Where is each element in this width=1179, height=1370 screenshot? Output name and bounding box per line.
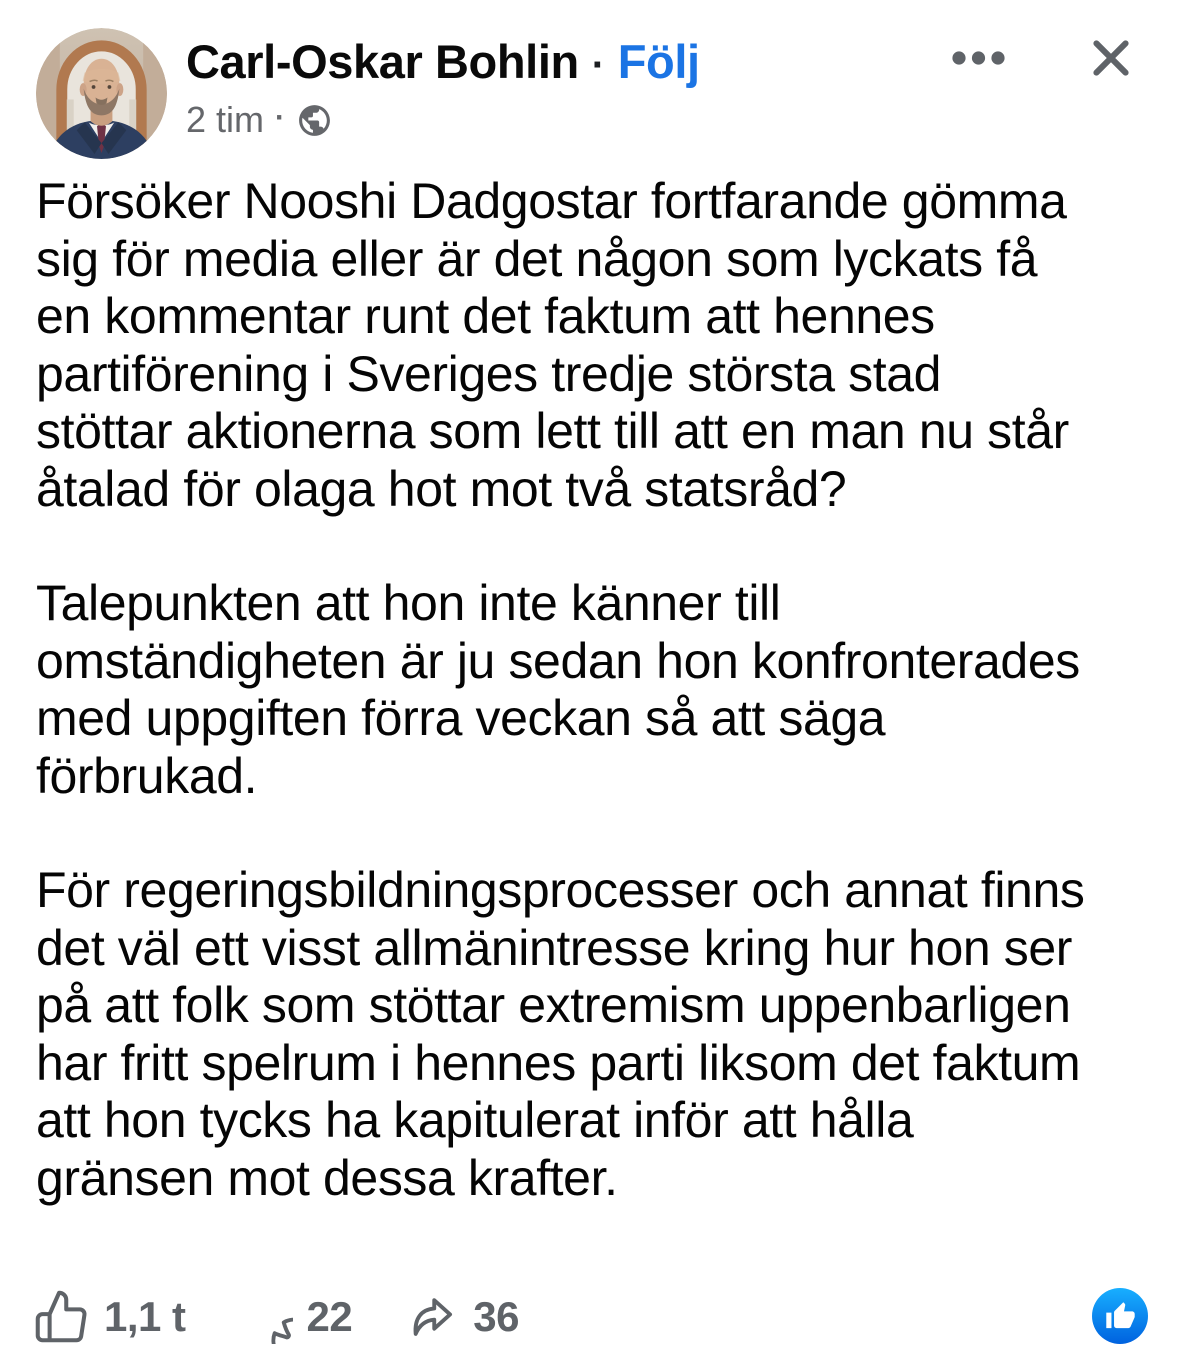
- text-line: Talepunkten att hon inte känner till: [36, 575, 781, 631]
- profile-photo: [36, 28, 167, 159]
- text-line: stöttar aktionerna som lett till att en man nu står: [36, 403, 1069, 459]
- text-line: omständigheten är ju sedan hon konfronterades: [36, 632, 1080, 689]
- share-arrow-icon: [404, 1289, 459, 1344]
- timestamp[interactable]: 2 tim: [186, 99, 265, 140]
- text-line: partiförening i Sveriges tredje största stad: [36, 345, 942, 402]
- like-stat[interactable]: [33, 1288, 186, 1345]
- author-name[interactable]: Carl-Oskar Bohlin: [186, 35, 579, 88]
- thumbs-up-icon: [33, 1288, 90, 1345]
- paragraph: [36, 862, 1159, 1207]
- text-line: med uppgiften förra veckan så att säga: [36, 690, 886, 746]
- text-line: en kommentar runt det faktum att hennes: [36, 288, 935, 344]
- separator-dot: ·: [591, 43, 605, 87]
- comment-bubble-icon: [238, 1289, 293, 1344]
- follow-link[interactable]: Följ: [617, 35, 700, 88]
- close-x-icon: [1086, 33, 1136, 83]
- like-count: 1,1 t: [104, 1293, 186, 1340]
- share-count: 36: [473, 1293, 519, 1340]
- text-line: har fritt spelrum i hennes parti liksom det faktum: [36, 1034, 1081, 1091]
- more-options-button[interactable]: [951, 50, 1006, 66]
- comment-stat[interactable]: [238, 1289, 353, 1344]
- text-line: det väl ett visst allmänintresse kring hur hon ser: [36, 919, 1073, 976]
- close-button[interactable]: [1086, 33, 1136, 83]
- text-line: åtalad för olaga hot mot två statsråd?: [36, 460, 847, 517]
- comment-count: 22: [306, 1293, 353, 1340]
- header-name-row: [186, 34, 700, 93]
- like-thumb-icon: [1105, 1301, 1136, 1332]
- post-meta: [186, 98, 333, 142]
- paragraph: [36, 173, 1159, 518]
- text-line: på att folk som stöttar extremism uppenbarligen: [36, 977, 1071, 1033]
- text-line: att hon tycks ha kapitulerat inför att hålla: [36, 1092, 914, 1148]
- meta-separator-dot: ·: [275, 101, 286, 134]
- text-line: förbrukad.: [36, 747, 258, 804]
- avatar[interactable]: [36, 28, 167, 159]
- text-line: sig för media eller är det någon som lyckats få: [36, 230, 1038, 287]
- post-text: [36, 173, 1159, 1207]
- text-line: För regeringsbildningsprocesser och annat finns: [36, 862, 1085, 918]
- engagement-bar: [33, 1283, 1148, 1349]
- paragraph: [36, 575, 1159, 805]
- like-reaction-badge[interactable]: [1092, 1288, 1148, 1344]
- three-dots-menu-icon: [951, 50, 1006, 66]
- share-stat[interactable]: [404, 1289, 519, 1344]
- text-line: Försöker Nooshi Dadgostar fortfarande gömma: [36, 173, 1067, 229]
- text-line: gränsen mot dessa krafter.: [36, 1149, 618, 1206]
- globe-public-icon: [296, 102, 333, 139]
